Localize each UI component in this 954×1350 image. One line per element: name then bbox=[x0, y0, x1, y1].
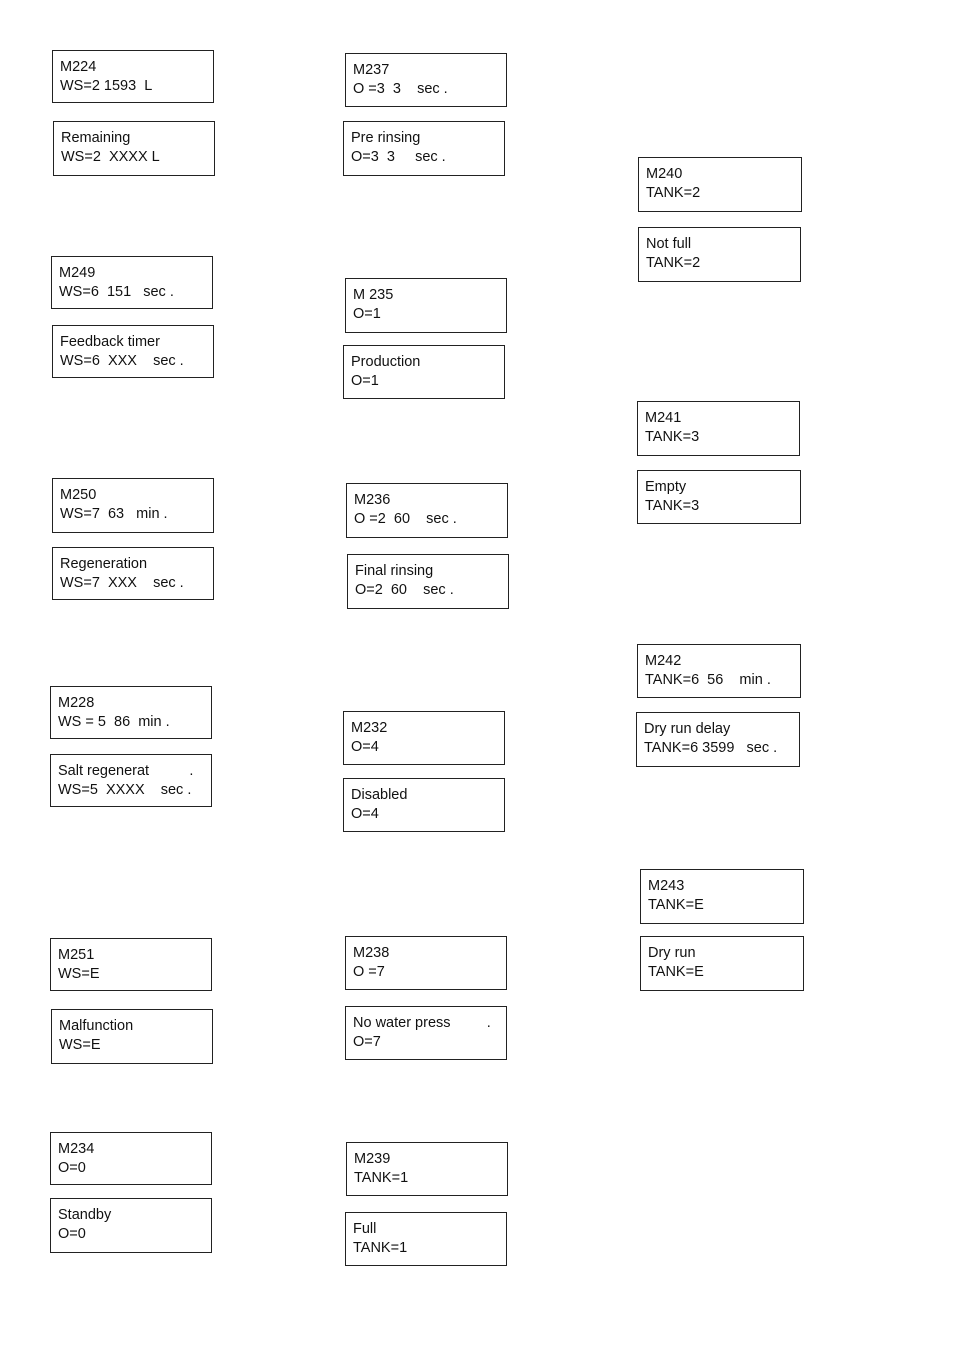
display-line-2: WS=E bbox=[58, 965, 100, 982]
display-regeneration bbox=[52, 547, 214, 600]
display-m241 bbox=[637, 401, 800, 456]
display-line-2: O=4 bbox=[351, 738, 379, 755]
display-remaining bbox=[53, 121, 215, 176]
display-m242 bbox=[637, 644, 801, 698]
display-line-2: WS=2 XXXX L bbox=[61, 148, 160, 165]
display-m236 bbox=[346, 483, 508, 538]
display-line-1: M242 bbox=[645, 653, 682, 669]
display-malfunction bbox=[51, 1009, 213, 1064]
display-dry-run-delay bbox=[636, 712, 800, 767]
display-dry-run bbox=[640, 936, 804, 991]
display-m234 bbox=[50, 1132, 212, 1185]
display-line-2: O=7 bbox=[353, 1033, 381, 1050]
display-line-1: Full bbox=[353, 1221, 377, 1237]
display-line-2: WS=7 63 min . bbox=[60, 505, 168, 522]
display-line-1: Dry run bbox=[648, 945, 696, 961]
display-line-2: TANK=1 bbox=[353, 1239, 408, 1256]
display-line-2: O =2 60 sec . bbox=[354, 510, 457, 527]
display-line-1: Disabled bbox=[351, 787, 408, 803]
display-line-2: O =3 3 sec . bbox=[353, 80, 448, 97]
display-line-2: WS=7 XXX sec . bbox=[60, 574, 184, 591]
display-m237 bbox=[345, 53, 507, 107]
display-line-1: Not full bbox=[646, 236, 692, 252]
display-line-1: Empty bbox=[645, 479, 687, 495]
display-line-1: Final rinsing bbox=[355, 563, 434, 579]
display-line-2: O=1 bbox=[353, 305, 381, 322]
display-line-2: WS = 5 86 min . bbox=[58, 713, 170, 730]
display-line-1: Feedback timer bbox=[60, 334, 160, 350]
display-line-2: WS=2 1593 L bbox=[60, 77, 153, 94]
display-line-2: TANK=6 3599 sec . bbox=[644, 739, 778, 756]
display-line-2: TANK=E bbox=[648, 896, 704, 913]
display-no-water-press bbox=[345, 1006, 507, 1060]
display-line-1: No water press . bbox=[353, 1015, 491, 1031]
display-line-1: Malfunction bbox=[59, 1018, 134, 1034]
display-line-1: M234 bbox=[58, 1141, 95, 1157]
display-line-2: O =7 bbox=[353, 963, 385, 980]
display-m243 bbox=[640, 869, 804, 924]
display-line-2: TANK=6 56 min . bbox=[645, 671, 771, 688]
display-m224 bbox=[52, 50, 214, 103]
display-line-2: WS=6 XXX sec . bbox=[60, 352, 184, 369]
display-line-2: O=0 bbox=[58, 1159, 86, 1176]
display-line-1: Dry run delay bbox=[644, 721, 731, 737]
display-pre-rinsing bbox=[343, 121, 505, 176]
display-line-1: M228 bbox=[58, 695, 95, 711]
display-line-1: Salt regenerat . bbox=[58, 763, 194, 779]
display-line-1: Regeneration bbox=[60, 556, 148, 572]
display-line-2: TANK=3 bbox=[645, 428, 700, 445]
display-line-1: Pre rinsing bbox=[351, 130, 421, 146]
display-line-1: Production bbox=[351, 354, 421, 370]
display-line-2: O=2 60 sec . bbox=[355, 581, 454, 598]
display-line-2: O=0 bbox=[58, 1225, 86, 1242]
display-line-1: M241 bbox=[645, 410, 682, 426]
display-line-1: M236 bbox=[354, 492, 391, 508]
display-line-1: M239 bbox=[354, 1151, 391, 1167]
display-line-1: Remaining bbox=[61, 130, 131, 146]
display-standby bbox=[50, 1198, 212, 1253]
display-feedback-timer bbox=[52, 325, 214, 378]
display-final-rinsing bbox=[347, 554, 509, 609]
display-line-2: WS=E bbox=[59, 1036, 101, 1053]
display-line-1: M249 bbox=[59, 265, 96, 281]
display-m239 bbox=[346, 1142, 508, 1196]
display-production bbox=[343, 345, 505, 399]
display-line-1: M 235 bbox=[353, 287, 394, 303]
display-line-2: TANK=2 bbox=[646, 254, 701, 271]
display-not-full bbox=[638, 227, 801, 282]
display-line-2: TANK=E bbox=[648, 963, 704, 980]
display-empty bbox=[637, 470, 801, 524]
display-line-1: M232 bbox=[351, 720, 388, 736]
display-line-1: M238 bbox=[353, 945, 390, 961]
display-line-2: O=3 3 sec . bbox=[351, 148, 446, 165]
display-m228 bbox=[50, 686, 212, 739]
display-line-2: TANK=2 bbox=[646, 184, 701, 201]
display-line-1: M224 bbox=[60, 59, 97, 75]
display-line-2: TANK=1 bbox=[354, 1169, 409, 1186]
display-line-1: M237 bbox=[353, 62, 390, 78]
display-m251 bbox=[50, 938, 212, 991]
display-salt-regenerat bbox=[50, 754, 212, 807]
display-m240 bbox=[638, 157, 802, 212]
display-line-2: TANK=3 bbox=[645, 497, 700, 514]
display-line-2: WS=6 151 sec . bbox=[59, 283, 174, 300]
display-line-1: M250 bbox=[60, 487, 97, 503]
display-m235 bbox=[345, 278, 507, 333]
display-line-1: Standby bbox=[58, 1207, 112, 1223]
display-line-2: WS=5 XXXX sec . bbox=[58, 781, 192, 798]
display-line-2: O=4 bbox=[351, 805, 379, 822]
display-disabled bbox=[343, 778, 505, 832]
display-line-2: O=1 bbox=[351, 372, 379, 389]
display-full bbox=[345, 1212, 507, 1266]
display-line-1: M251 bbox=[58, 947, 95, 963]
display-m250 bbox=[52, 478, 214, 533]
display-m232 bbox=[343, 711, 505, 765]
display-line-1: M240 bbox=[646, 166, 683, 182]
display-line-1: M243 bbox=[648, 878, 685, 894]
display-m249 bbox=[51, 256, 213, 309]
display-m238 bbox=[345, 936, 507, 990]
